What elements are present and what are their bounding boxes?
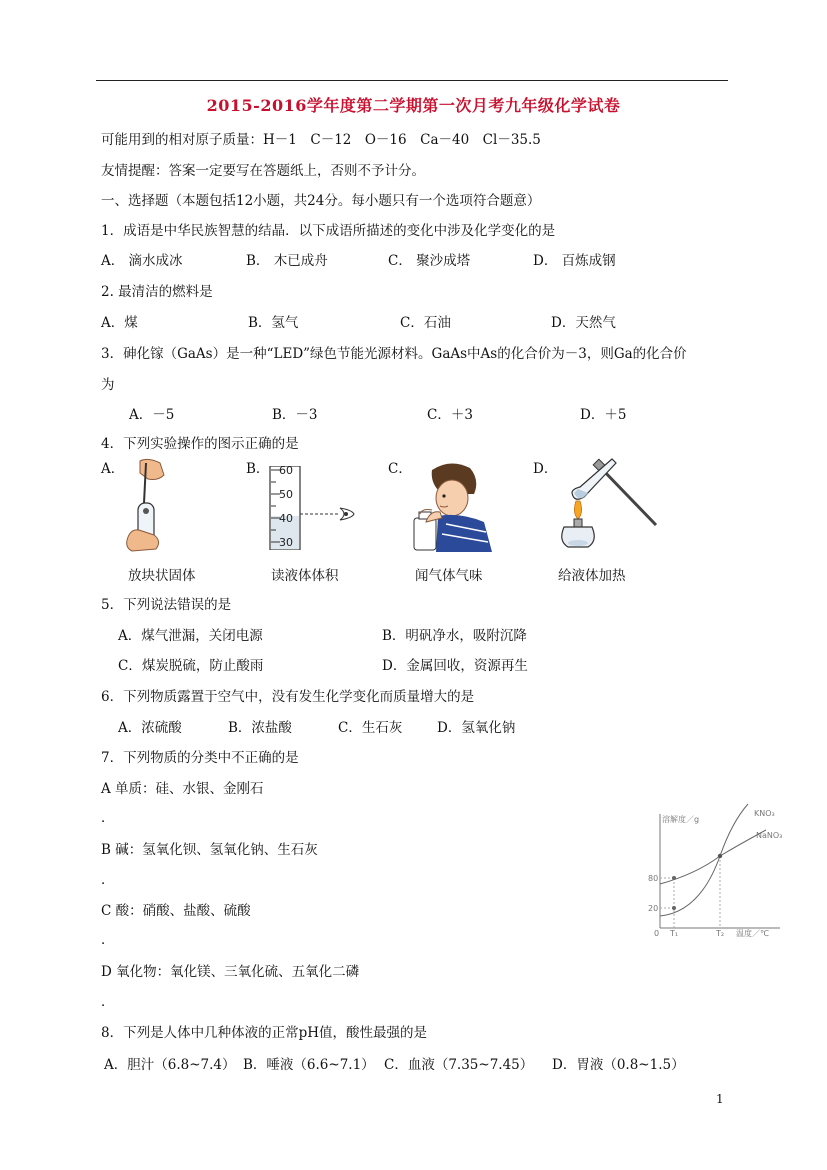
q3-option-d: D．＋5 bbox=[580, 407, 627, 423]
q6-option-b: B．浓盐酸 bbox=[228, 720, 292, 736]
q7-option-a: A 单质：硅、水银、金刚石 bbox=[101, 781, 264, 797]
graph-t2: T₂ bbox=[716, 929, 725, 938]
q8-option-d: D．胃液（0.8~1.5） bbox=[552, 1057, 685, 1073]
page-number: 1 bbox=[716, 1092, 724, 1106]
q2-option-d: D．天然气 bbox=[551, 315, 616, 331]
q7-dot-a: ． bbox=[101, 810, 115, 826]
header-rule bbox=[96, 80, 728, 81]
q8-option-a: A．胆汁（6.8~7.4） bbox=[104, 1057, 236, 1073]
question-6-stem: 6．下列物质露置于空气中，没有发生化学变化而质量增大的是 bbox=[101, 689, 475, 705]
graph-y-20: 20 bbox=[648, 904, 659, 913]
q7-option-d: D 氧化物：氧化镁、三氧化硫、五氧化二磷 bbox=[101, 964, 360, 980]
question-8-stem: 8．下列是人体中几种体液的正常pH值，酸性最强的是 bbox=[101, 1025, 428, 1041]
q6-option-d: D．氢氧化钠 bbox=[437, 720, 516, 736]
q7-dot-c: ． bbox=[101, 932, 115, 948]
q5-option-b: B．明矾净水，吸附沉降 bbox=[382, 628, 527, 644]
q4-label-b: B． bbox=[246, 461, 270, 477]
question-1-stem: 1．成语是中华民族智慧的结晶．以下成语所描述的变化中涉及化学变化的是 bbox=[101, 223, 556, 239]
q8-option-c: C．血液（7.35~7.45） bbox=[384, 1057, 534, 1073]
reminder-line: 友情提醒：答案一定要写在答题纸上，否则不予计分。 bbox=[101, 163, 425, 179]
caption-a: 放块状固体 bbox=[128, 568, 196, 584]
caption-d: 给液体加热 bbox=[558, 568, 626, 584]
figure-a-placing-solid bbox=[118, 455, 188, 555]
graph-xlabel: 温度／℃ bbox=[736, 929, 769, 938]
q5-option-a: A．煤气泄漏，关闭电源 bbox=[118, 628, 263, 644]
graph-series-kno3: KNO₃ bbox=[754, 809, 775, 818]
q7-dot-d: ． bbox=[101, 994, 115, 1010]
q7-dot-b: ． bbox=[101, 872, 115, 888]
cylinder-tick-50: 50 bbox=[279, 488, 293, 501]
section-heading: 一、选择题（本题包括12小题，共24分。每小题只有一个选项符合题意） bbox=[101, 193, 541, 209]
cylinder-tick-30: 30 bbox=[279, 536, 293, 549]
nano3-curve bbox=[660, 830, 766, 884]
question-5-stem: 5．下列说法错误的是 bbox=[101, 597, 232, 613]
question-3-stem-cont: 为 bbox=[101, 377, 115, 393]
cylinder-tick-60: 60 bbox=[279, 466, 293, 477]
cylinder-tick-40: 40 bbox=[279, 512, 293, 525]
graph-ylabel: 溶解度／g bbox=[662, 815, 700, 824]
exam-title: 2015-2016学年度第二学期第一次月考九年级化学试卷 bbox=[206, 96, 621, 115]
graph-origin: 0 bbox=[654, 929, 660, 938]
q1-option-c: C． 聚沙成塔 bbox=[388, 253, 471, 269]
figure-b-graduated-cylinder bbox=[262, 466, 362, 550]
question-7-stem: 7．下列物质的分类中不正确的是 bbox=[101, 750, 299, 766]
q7-option-c: C 酸：硝酸、盐酸、硫酸 bbox=[101, 903, 251, 919]
solubility-graph bbox=[640, 800, 790, 940]
q6-option-c: C．生石灰 bbox=[338, 720, 403, 736]
q5-option-d: D．金属回收，资源再生 bbox=[382, 658, 528, 674]
graph-series-nano3: NaNO₃ bbox=[756, 831, 783, 840]
figure-d-heating-liquid bbox=[552, 457, 662, 553]
figure-c-smelling-gas bbox=[412, 460, 494, 552]
q4-label-c: C． bbox=[388, 461, 412, 477]
q4-label-a: A． bbox=[101, 461, 125, 477]
q2-option-c: C．石油 bbox=[400, 315, 451, 331]
caption-c: 闻气体气味 bbox=[415, 568, 483, 584]
q3-option-a: A．－5 bbox=[129, 407, 175, 423]
question-3-stem: 3．砷化镓（GaAs）是一种“LED”绿色节能光源材料。GaAs中As的化合价为－3，则Ga的化合价 bbox=[101, 346, 687, 362]
graph-y-80: 80 bbox=[648, 874, 659, 883]
q8-option-b: B．唾液（6.6~7.1） bbox=[243, 1057, 375, 1073]
q1-option-d: D． 百炼成钢 bbox=[533, 253, 616, 269]
q4-label-d: D． bbox=[533, 461, 558, 477]
atomic-masses-line: 可能用到的相对原子质量：H－1 C－12 O－16 Ca－40 Cl－35.5 bbox=[101, 132, 541, 148]
q2-option-b: B．氢气 bbox=[248, 315, 299, 331]
question-4-stem: 4．下列实验操作的图示正确的是 bbox=[101, 436, 299, 452]
q2-option-a: A．煤 bbox=[101, 315, 138, 331]
q5-option-c: C．煤炭脱硫，防止酸雨 bbox=[118, 658, 264, 674]
q6-option-a: A．浓硫酸 bbox=[118, 720, 182, 736]
q3-option-c: C．＋3 bbox=[427, 407, 473, 423]
q7-option-b: B 碱：氢氧化钡、氢氧化钠、生石灰 bbox=[101, 842, 318, 858]
graph-t1: T₁ bbox=[670, 929, 679, 938]
q1-option-a: A． 滴水成冰 bbox=[101, 253, 183, 269]
question-2-stem: 2. 最清洁的燃料是 bbox=[101, 284, 213, 300]
q1-option-b: B． 木已成舟 bbox=[246, 253, 328, 269]
q3-option-b: B．－3 bbox=[272, 407, 318, 423]
caption-b: 读液体体积 bbox=[271, 568, 339, 584]
